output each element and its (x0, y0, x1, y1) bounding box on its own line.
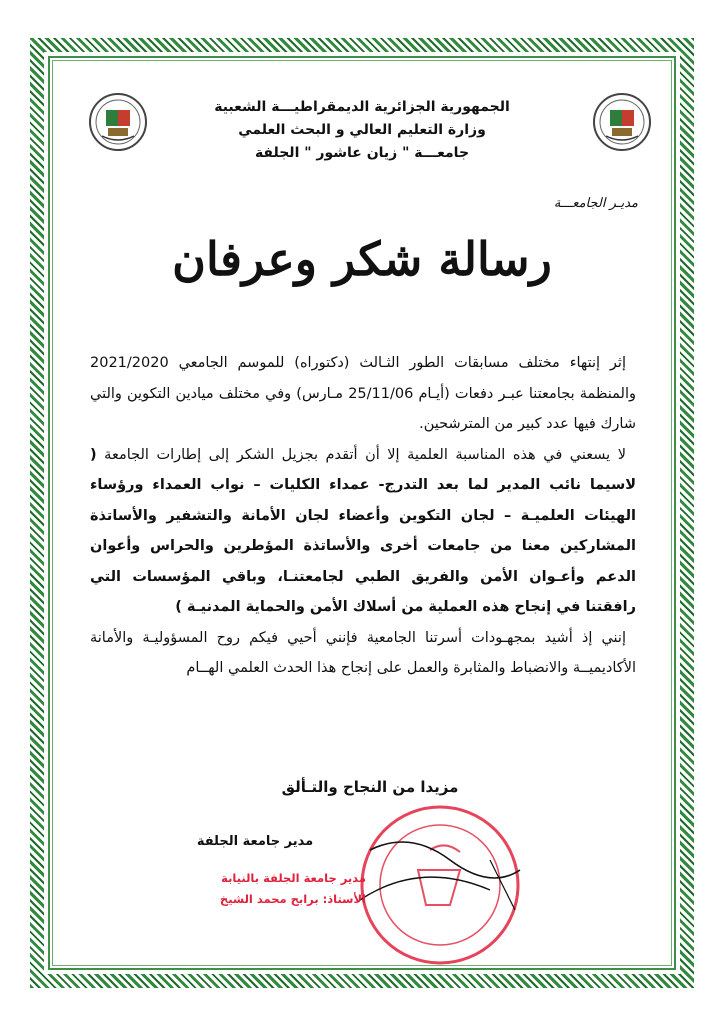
paragraph-2-list: ( لاسيما نائب المدير لما بعد التدرج- عمداء الكليات – نواب العمداء ورؤساء الهيئات العلميـة – لجان التكوين وأعضاء لجان الأمانة والتشفير والأساتذة المشاركين معنا من جامعات أخرى والأساتذة المؤطرين والحراس وأعوان الدعم وأعـوان الأمن والفريق الطبي لجامعتنـا، وباقي المؤسسات التي رافقتنا في إنجاح هذه العملية من أسلاك الأمن والحماية المدنيـة ) (90, 446, 636, 615)
header-ministry: وزارة التعليم العالي و البحث العلمي (238, 122, 486, 138)
paragraph-3: إنني إذ أشيد بمجهـودات أسرتنا الجامعية فإنني أحيي فيكم روح المسؤوليـة والأمانة الأكاديميــة والانضباط والمثابرة والعمل على إنجاح هذا الحدث العلمي الهــام (90, 629, 636, 676)
university-logo-left (88, 92, 148, 152)
stamp-line-2: الأستاذ: برابح محمد الشيخ (219, 892, 366, 906)
header-university: جامعـــة " زيان عاشور " الجلفة (254, 145, 470, 161)
director-label: مديـر الجامعـــة (553, 196, 638, 211)
stamp-line-1: مدير جامعة الجلفة بالنيابة (221, 871, 366, 885)
letter-title: رسالة شكر وعرفان (172, 232, 552, 286)
stamp-signature (176, 868, 366, 910)
university-logo-right (592, 92, 652, 152)
paragraph-2 (90, 440, 636, 623)
header-republic: الجمهورية الجزائرية الديمقراطيـــة الشعبية (214, 99, 510, 115)
paragraph-2-intro: لا يسعني في هذه المناسبة العلمية إلا أن أتقدم بجزيل الشكر إلى إطارات الجامعة (104, 446, 626, 463)
signer-title: مدير جامعة الجلفة (196, 834, 314, 849)
paragraph-1: إثر إنتهاء مختلف مسابقات الطور الثـالث (دكتوراه) للموسم الجامعي 2021/2020 والمنظمة بجامعتنا عبـر دفعات (أيـام 25/11/06 مـارس) وفي مختلف ميادين التكوين والتي شارك فيها عدد كبير من المترشحين. (90, 355, 636, 432)
letter-body (90, 348, 636, 684)
closing-line: مزيدا من النجاح والتـألق (281, 778, 459, 796)
letterhead (190, 96, 534, 165)
